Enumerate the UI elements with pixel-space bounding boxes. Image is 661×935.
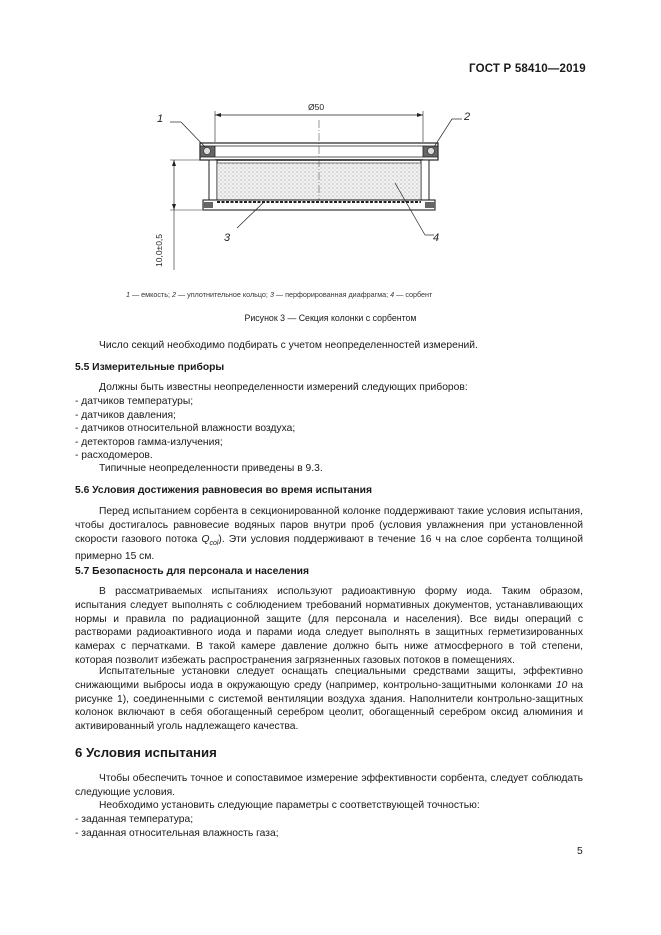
list-item: - датчиков давления;	[75, 409, 176, 421]
list-item: - детекторов гамма-излучения;	[75, 436, 223, 448]
heading-5-6: 5.6 Условия достижения равновесия во время испытания	[75, 485, 372, 496]
callout-1: 1	[157, 113, 164, 125]
parameter-list	[75, 813, 279, 840]
instrument-list	[75, 395, 295, 463]
diameter-label: Ø50	[308, 102, 325, 112]
list-item: - датчиков относительной влажности воздуха;	[75, 423, 296, 435]
callout-2: 2	[464, 111, 471, 123]
s57-paragraph-2: Испытательные установки следует оснащать специальными средствами защиты, эффективно снижающими выбросы иода в окружающую среду (например, контрольно-защитными колонками 10 на рисунке 1), соединенными с системой вентиляции воздуха здания. Наполнители контрольно-защитных колонок включают в себя обогащенный серебром цеолит, обогащенный серебром оксид алюминия и активированный уголь надлежащего качества.	[75, 666, 583, 733]
callout-4: 4	[433, 232, 440, 244]
document-code: ГОСТ Р 58410—2019	[469, 63, 586, 75]
callout-3: 3	[224, 232, 231, 244]
height-label: 10,0±0,5	[154, 233, 164, 267]
figure-legend: 1 — емкость; 2 — уплотнительное кольцо; 3 — перфорированная диафрагма; 4 — сорбент	[126, 290, 433, 299]
s55-lead: Должны быть известны неопределенности измерений следующих приборов:	[99, 382, 468, 393]
list-item: - заданная относительная влажность газа;	[75, 827, 279, 839]
page-number: 5	[577, 846, 583, 857]
heading-5-7: 5.7 Безопасность для персонала и населения	[75, 566, 310, 577]
s6-paragraph-2: Необходимо установить следующие параметры с соответствующей точностью:	[99, 800, 480, 811]
s56-paragraph: Перед испытанием сорбента в секционированной колонке поддерживают такие условия испытания, чтобы достигалось равновесие водяных паров внутри проб (условия увлажнения при установленной скорости газового потока $Q_{col}$). Эти условия поддерживают в течение 16 ч на слое сорбента толщиной примерно 15 см.	[75, 506, 583, 563]
s55-tail: Типичные неопределенности приведены в 9.3.	[99, 463, 323, 474]
sorbent-fill	[217, 163, 421, 200]
s6-paragraph-1: Чтобы обеспечить точное и сопоставимое измерение эффективности сорбента, следует соблюдать следующие условия.	[75, 773, 583, 798]
list-item: - расходомеров.	[75, 450, 153, 462]
intro-paragraph: Число секций необходимо подбирать с учетом неопределенностей измерений.	[99, 340, 478, 351]
s57-paragraph-1: В рассматриваемых испытаниях используют радиоактивную форму иода. Таким образом, испытания следует выполнять с соблюдением требований нормативных документов, устанавливающих нормы и правила по радиационной защите (для персонала и населения). Все виды операций с растворами радиоактивного иода и парами иода следует выполнять в защитных герметизированных камерах с перчатками. В такой камере давление должно быть ниже атмосферного в той степени, которая позволит избежать распространения загрязненных газовых потоков в помещениях.	[75, 586, 583, 666]
column-section-drawing	[140, 95, 490, 275]
heading-5-5: 5.5 Измерительные приборы	[75, 362, 225, 373]
list-item: - заданная температура;	[75, 814, 194, 825]
section-6-title: 6 Условия испытания	[75, 745, 217, 760]
list-item: - датчиков температуры;	[75, 396, 194, 407]
figure-title: Рисунок 3 — Секция колонки с сорбентом	[244, 313, 417, 323]
